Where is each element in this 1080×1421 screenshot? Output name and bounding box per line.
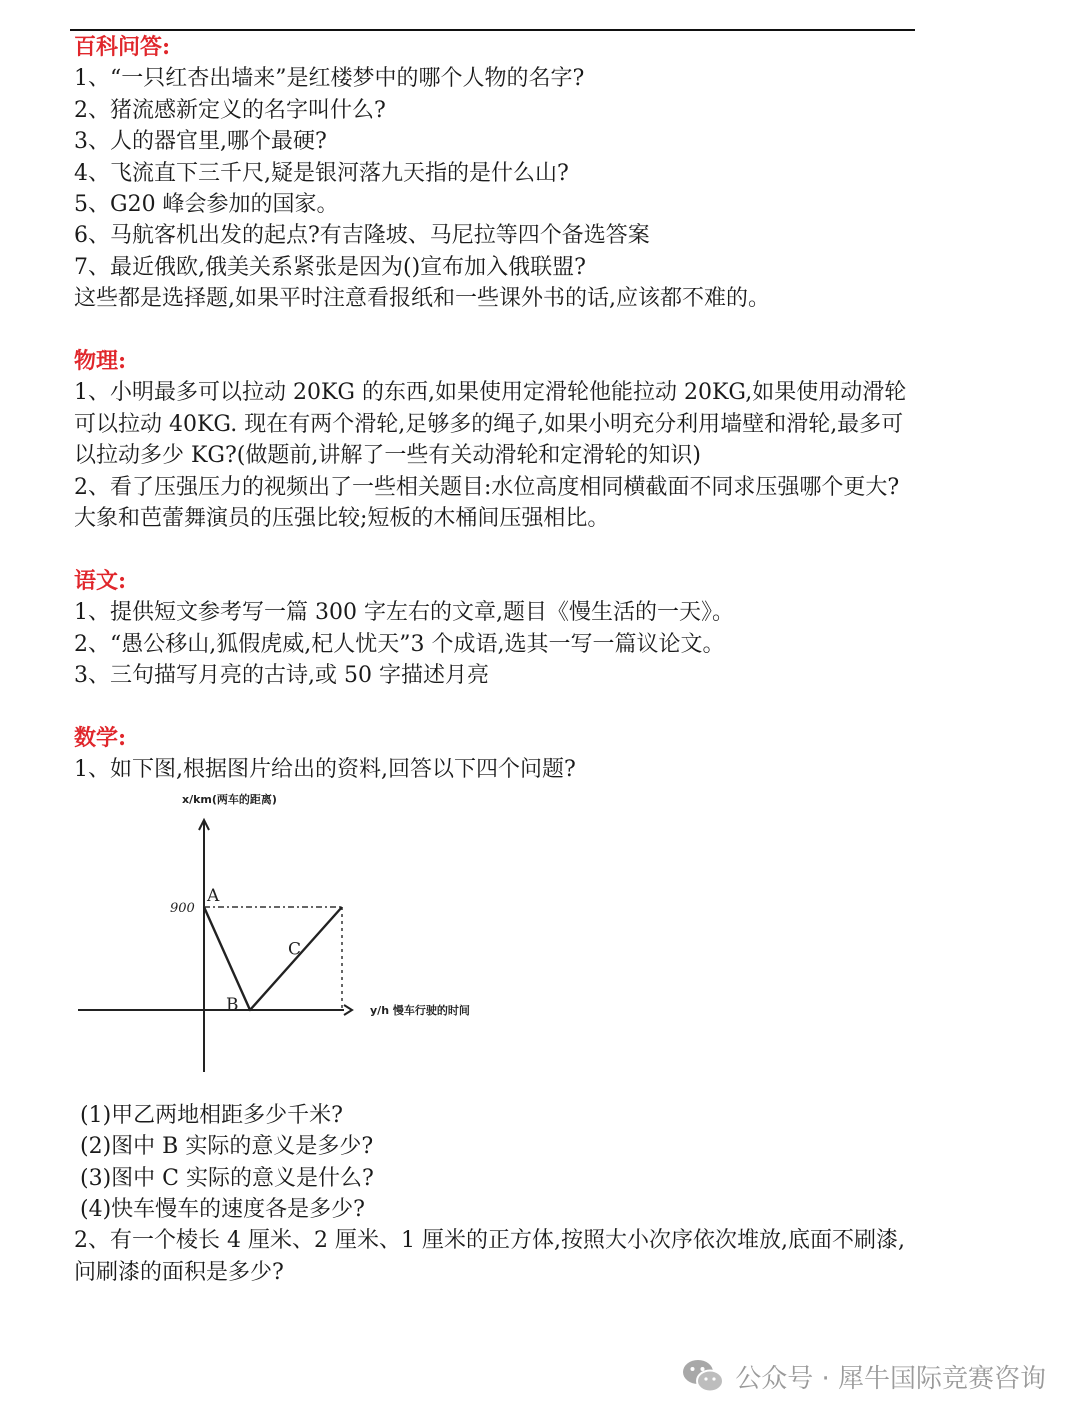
encyclopedia-item-2: 2、猪流感新定义的名字叫什么? [74, 97, 386, 123]
encyclopedia-item-1: 1、“一只红杏出墙来”是红楼梦中的哪个人物的名字? [74, 66, 585, 92]
chinese-item-1: 1、提供短文参考写一篇 300 字左右的文章,题目《慢生活的一天》。 [74, 600, 734, 626]
physics-item-2: 2、看了压强压力的视频出了一些相关题目:水位高度相同横截面不同求压强哪个更大?大象和芭蕾舞演员的压强比较;短板的木桶间压强相比。 [74, 474, 900, 532]
encyclopedia-note: 这些都是选择题,如果平时注意看报纸和一些课外书的话,应该都不难的。 [74, 286, 770, 312]
graph-svg [74, 792, 534, 1092]
point-label-a: A [207, 885, 220, 906]
math-question-3: (3)图中 C 实际的意义是什么? [80, 1165, 374, 1191]
distance-time-graph [74, 792, 534, 1092]
x-axis-label: y/h 慢车行驶的时间 [370, 1003, 470, 1017]
heading-physics: 物理: [74, 348, 127, 375]
watermark [681, 1357, 1046, 1395]
spacer [74, 692, 924, 723]
physics-item-1: 1、小明最多可以拉动 20KG 的东西,如果使用定滑轮他能拉动 20KG,如果使用动滑轮可以拉动 40KG. 现在有两个滑轮,足够多的绳子,如果小明充分利用墙壁和滑轮,最多可以拉动多少 KG?(做题前,讲解了一些有关动滑轮和定滑轮的知识) [74, 380, 907, 469]
document-body [74, 32, 924, 1288]
chinese-item-2: 2、“愚公移山,狐假虎威,杞人忧天”3 个成语,选其一写一篇议论文。 [74, 631, 725, 657]
wechat-icon [681, 1357, 725, 1395]
spacer [74, 315, 924, 346]
encyclopedia-item-6: 6、马航客机出发的起点?有吉隆坡、马尼拉等四个备选答案 [74, 223, 650, 249]
math-question-1: (1)甲乙两地相距多少千米? [80, 1102, 343, 1128]
y-axis-label: x/km(两车的距离) [182, 792, 277, 806]
watermark-text: 公众号 · 犀牛国际竞赛咨询 [735, 1363, 1046, 1394]
encyclopedia-item-5: 5、G20 峰会参加的国家。 [74, 192, 339, 218]
chinese-item-3: 3、三句描写月亮的古诗,或 50 字描述月亮 [74, 663, 489, 689]
heading-math: 数学: [74, 724, 127, 751]
y-tick-label-900: 900 [170, 900, 195, 916]
encyclopedia-item-3: 3、人的器官里,哪个最硬? [74, 129, 327, 155]
encyclopedia-item-4: 4、飞流直下三千尺,疑是银河落九天指的是什么山? [74, 160, 569, 186]
math-question-2: (2)图中 B 实际的意义是多少? [80, 1134, 374, 1160]
x-axis-arrow [344, 1005, 352, 1015]
math-question-4: (4)快车慢车的速度各是多少? [80, 1196, 365, 1222]
spacer [74, 534, 924, 565]
top-rule [70, 29, 915, 31]
heading-encyclopedia: 百科问答: [74, 34, 171, 60]
series-line [204, 907, 342, 1010]
heading-chinese: 语文: [74, 567, 127, 594]
point-label-c: C [288, 939, 302, 960]
point-label-b: B [226, 994, 239, 1015]
math-intro: 1、如下图,根据图片给出的资料,回答以下四个问题? [74, 757, 576, 783]
encyclopedia-item-7: 7、最近俄欧,俄美关系紧张是因为()宣布加入俄联盟? [74, 254, 586, 280]
math-item-2: 2、有一个棱长 4 厘米、2 厘米、1 厘米的正方体,按照大小次序依次堆放,底面不刷漆,问刷漆的面积是多少? [74, 1228, 905, 1285]
